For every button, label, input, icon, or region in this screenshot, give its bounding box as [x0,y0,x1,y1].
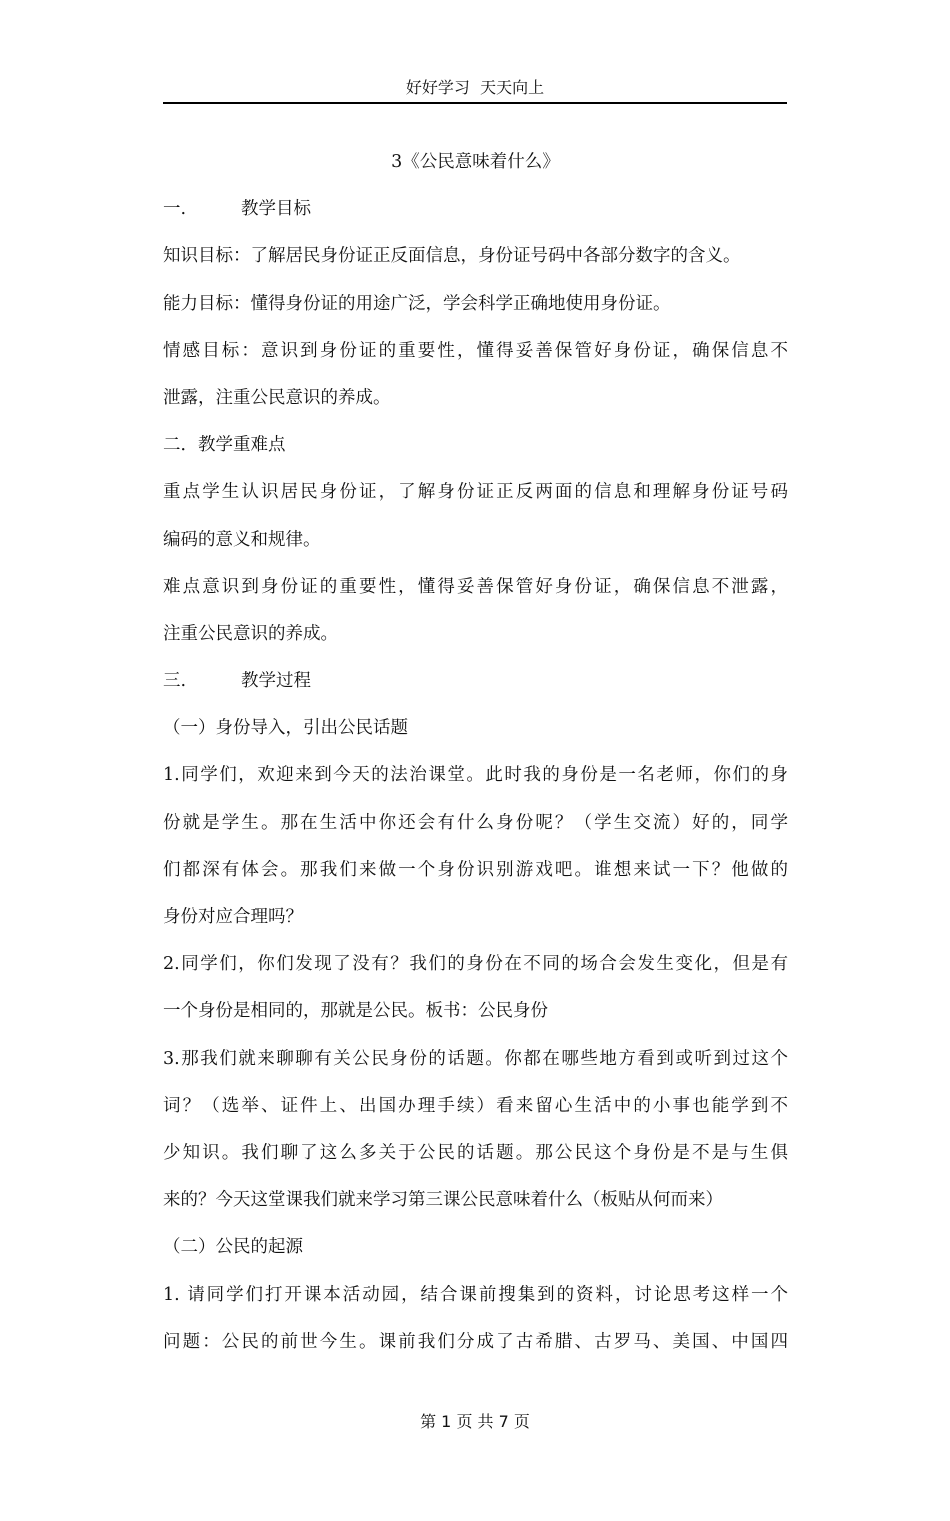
paragraph-emotion-goal-line: 泄露，注重公民意识的养成。 [163,387,391,408]
paragraph-step2-line: 2.同学们，你们发现了没有？我们的身份在不同的场合会发生变化，但是有 [163,954,788,975]
paragraph-key-point-line: 重点学生认识居民身份证，了解身份证正反两面的信息和理解身份证号码 [163,482,788,503]
paragraph-step3-line: 3.那我们就来聊聊有关公民身份的话题。你都在哪些地方看到或听到过这个 [163,1048,788,1069]
section-title: 教学目标 [241,199,311,220]
section-number: 一. [163,199,187,220]
paragraph-difficulty-line: 难点意识到身份证的重要性，懂得妥善保管好身份证，确保信息不泄露， [163,576,788,597]
paragraph-step3-line: 词？（选举、证件上、出国办理手续）看来留心生活中的小事也能学到不 [163,1095,788,1116]
paragraph-origin-line: 问题：公民的前世今生。课前我们分成了古希腊、古罗马、美国、中国四 [163,1331,788,1352]
section-heading-key-points: 二．教学重难点 [163,435,286,456]
section-heading-objectives [163,193,788,240]
paragraph-step1-line: 们都深有体会。那我们来做一个身份识别游戏吧。谁想来试一下？他做的 [163,859,788,880]
paragraph-step1-line: 身份对应合理吗？ [163,907,303,927]
subsection-heading-intro: （一）身份导入，引出公民话题 [163,718,408,739]
paragraph-key-point-line: 编码的意义和规律。 [163,529,321,550]
document-body [163,146,788,1373]
paragraph-step1-line: 份就是学生。那在生活中你还会有什么身份呢？（学生交流）好的，同学 [163,812,788,833]
document-title: 3《公民意味着什么》 [391,152,560,172]
paragraph-difficulty-line: 注重公民意识的养成。 [163,623,338,644]
paragraph-step3-line: 来的？今天这堂课我们就来学习第三课公民意味着什么（板贴从何而来） [163,1190,723,1211]
section-heading-process [163,665,788,712]
paragraph-step3-line: 少知识。我们聊了这么多关于公民的话题。那公民这个身份是不是与生俱 [163,1142,788,1163]
page-number-footer: 第 1 页 共 7 页 [420,1412,530,1431]
subsection-heading-origin: （二）公民的起源 [163,1237,303,1258]
section-title: 教学过程 [241,671,311,692]
section-number: 三. [163,671,187,692]
paragraph-ability-goal: 能力目标：懂得身份证的用途广泛，学会科学正确地使用身份证。 [163,293,671,314]
paragraph-knowledge-goal: 知识目标：了解居民身份证正反面信息，身份证号码中各部分数字的含义。 [163,246,741,267]
paragraph-emotion-goal-line: 情感目标：意识到身份证的重要性，懂得妥善保管好身份证，确保信息不 [163,340,788,361]
paragraph-origin-line: 1. 请同学们打开课本活动园，结合课前搜集到的资料，讨论思考这样一个 [163,1284,788,1305]
paragraph-step2-line: 一个身份是相同的，那就是公民。板书：公民身份 [163,1001,548,1022]
paragraph-step1-line: 1.同学们，欢迎来到今天的法治课堂。此时我的身份是一名老师，你们的身 [163,765,788,786]
page-header: 好好学习 天天向上 [163,78,787,104]
